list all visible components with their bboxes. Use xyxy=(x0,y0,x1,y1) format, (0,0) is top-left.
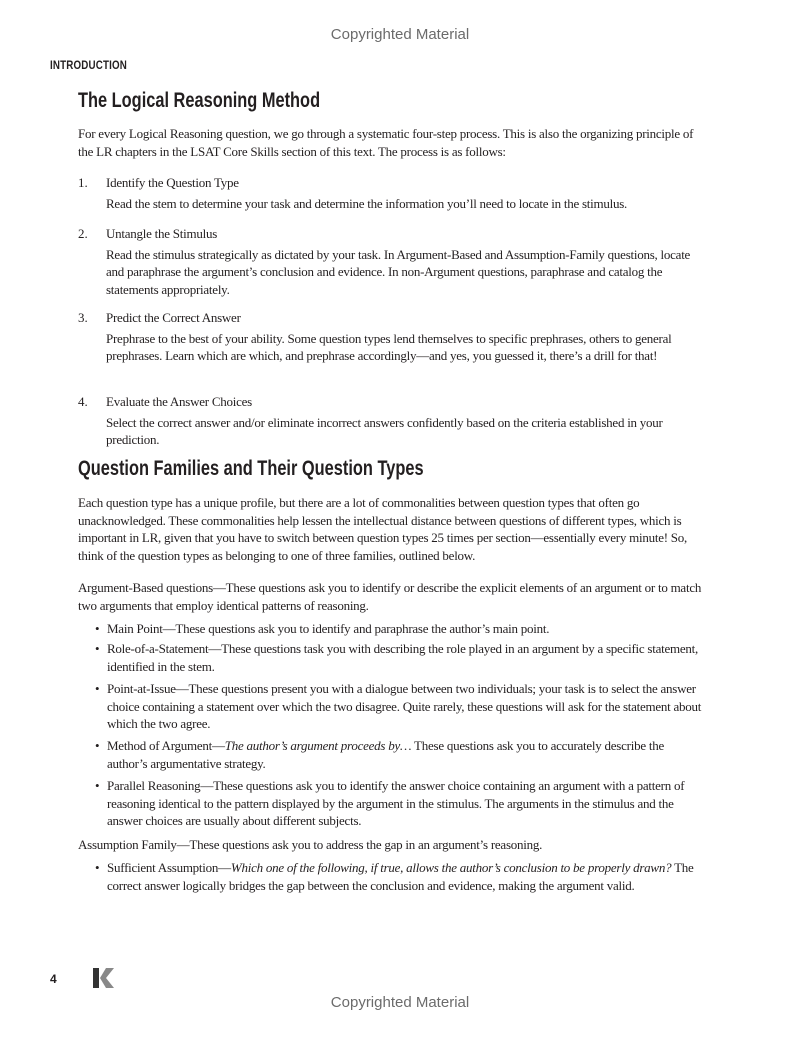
bullet-icon: • xyxy=(95,641,100,656)
paragraph: Argument-Based questions—These questions ask you to identify or describe the explicit elements of an argument or to match two arguments that employ identical patterns of reasoning. xyxy=(78,580,702,613)
running-head: INTRODUCTION xyxy=(50,60,127,72)
bullet-lead: Parallel Reasoning— xyxy=(107,778,214,793)
paragraph: Each question type has a unique profile, but there are a lot of commonalities between question types that often go unacknowledged. These commonalities help lessen the intellectual distance between questions of different types, which is important in LR, given that you have to switch between question types 25 times per section—essentially every minute! So, think of the question types as belonging to one of three families, outlined below. xyxy=(78,495,688,563)
kaplan-logo xyxy=(92,967,116,994)
bullet-lead: Point-at-Issue— xyxy=(107,681,189,696)
step-description: Prephrase to the best of your ability. Some question types lend themselves to specific prephrases, others to general prephrases. Learn which are which, and prephrase accordingly—and yes, you guessed it, there’s a drill for that! xyxy=(106,330,672,364)
step-item xyxy=(78,174,708,212)
section-heading: The Logical Reasoning Method xyxy=(78,89,321,112)
paragraph: For every Logical Reasoning question, we go through a systematic four-step process. This is also the organizing principle of the LR chapters in the LSAT Core Skills section of this text. The process is as follows: xyxy=(78,126,694,159)
bullet-lead: Method of Argument— xyxy=(107,738,225,753)
step-title: Predict the Correct Answer xyxy=(106,310,241,325)
bullet-item xyxy=(95,680,707,733)
bullet-icon: • xyxy=(95,681,100,696)
page-number: 4 xyxy=(50,972,57,986)
copyright-watermark-top: Copyrighted Material xyxy=(330,26,470,43)
bullet-lead: Main Point— xyxy=(107,621,176,636)
bullet-icon: • xyxy=(95,778,100,793)
step-number: 2. xyxy=(78,226,88,241)
paragraph: Assumption Family—These questions ask you to address the gap in an argument’s reasoning. xyxy=(78,837,543,852)
bullet-text: The correct answer logically bridges the gap between the conclusion and evidence, making the argument valid. xyxy=(107,860,694,893)
copyright-watermark-bottom: Copyrighted Material xyxy=(330,994,470,1011)
bullet-text: These questions ask you to identify and paraphrase the author’s main point. xyxy=(175,621,550,636)
bullet-item xyxy=(95,640,707,675)
bullet-text: These questions ask you to identify the answer choice containing an argument with a pattern of reasoning identical to the pattern displayed by the argument in the stimulus. The arguments in the stimulus and the answer choices are usually about different subjects. xyxy=(107,778,685,829)
bullet-italic: Which one of the following, if true, allows the author’s conclusion to be properly drawn? xyxy=(230,860,672,875)
step-item xyxy=(78,225,708,298)
bullet-lead: Sufficient Assumption— xyxy=(107,860,231,875)
step-description: Read the stem to determine your task and determine the information you’ll need to locate in the stimulus. xyxy=(106,195,628,211)
bullet-icon: • xyxy=(95,860,100,875)
step-number: 1. xyxy=(78,175,88,190)
step-description: Select the correct answer and/or eliminate incorrect answers confidently based on the criteria established in your prediction. xyxy=(106,414,663,448)
step-number: 3. xyxy=(78,310,88,325)
bullet-icon: • xyxy=(95,738,100,753)
step-item xyxy=(78,309,708,365)
step-item xyxy=(78,393,708,449)
bullet-item xyxy=(95,620,707,638)
bullet-italic: The author’s argument proceeds by… xyxy=(224,738,412,753)
bullet-item xyxy=(95,737,707,772)
bullet-text: These questions task you with describing the role played in an argument by a specific statement, identified in the stem. xyxy=(107,641,698,674)
bullet-text: These questions ask you to accurately describe the author’s argumentative strategy. xyxy=(107,738,664,771)
bullet-icon: • xyxy=(95,621,100,636)
step-title: Identify the Question Type xyxy=(106,175,239,190)
bullet-text: These questions present you with a dialogue between two individuals; your task is to select the answer choice containing a statement over which the two disagree. Quite rarely, these questions will ask for the statement about which the two agree. xyxy=(107,681,702,732)
bullet-item xyxy=(95,859,707,894)
bullet-lead: Role-of-a-Statement— xyxy=(107,641,222,656)
step-title: Untangle the Stimulus xyxy=(106,226,218,241)
step-description: Read the stimulus strategically as dictated by your task. In Argument-Based and Assumption-Family questions, locate and paraphrase the argument’s conclusion and evidence. In non-Argument questions, paraphrase and catalog the statements appropriately. xyxy=(106,246,691,297)
section-heading: Question Families and Their Question Types xyxy=(78,457,424,480)
step-title: Evaluate the Answer Choices xyxy=(106,394,252,409)
step-number: 4. xyxy=(78,394,88,409)
bullet-item xyxy=(95,777,707,830)
